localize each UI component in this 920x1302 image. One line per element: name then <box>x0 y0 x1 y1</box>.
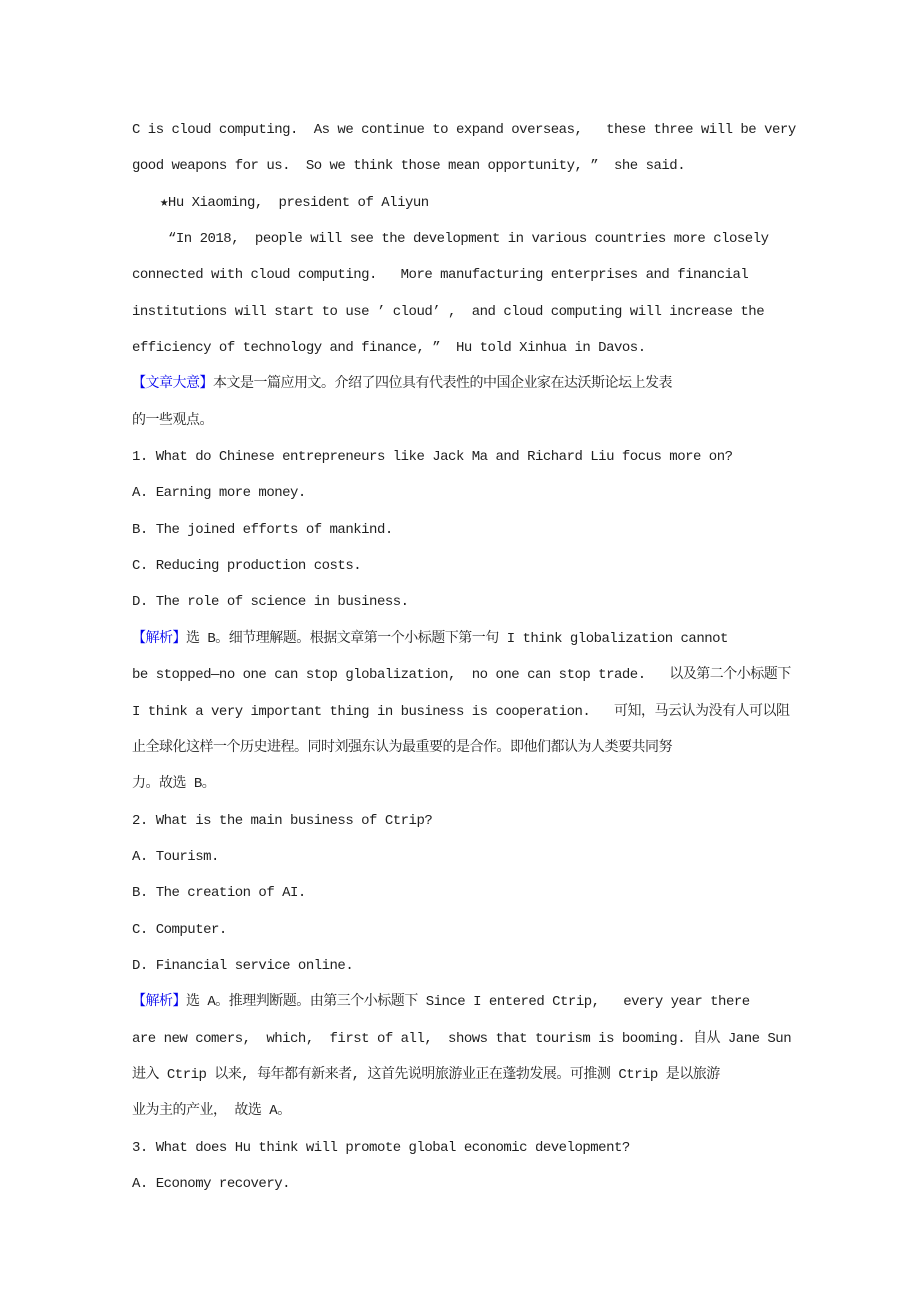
text-run: B. The creation of AI. <box>132 885 306 902</box>
text-run: A. Tourism. <box>132 848 219 865</box>
line-analysis <box>132 766 796 802</box>
line-option <box>132 584 796 620</box>
line-option <box>132 512 796 548</box>
document-page <box>132 112 796 1202</box>
text-run: 1. What do Chinese entrepreneurs like Jack Ma and Richard Liu focus more on? <box>132 449 733 466</box>
text-run: D. Financial service online. <box>132 957 354 974</box>
text-run: 选 A。推理判断题。由第三个小标题下 Since I entered Ctrip, every year there <box>186 994 750 1011</box>
line-summary <box>132 366 796 402</box>
text-run: efficiency of technology and finance, ” Hu told Xinhua in Davos. <box>132 340 646 357</box>
section-label: 【解析】 <box>132 994 186 1011</box>
text-run: 3. What does Hu think will promote global economic development? <box>132 1139 630 1156</box>
line-option <box>132 875 796 911</box>
line-option <box>132 475 796 511</box>
text-run: 力。故选 B。 <box>132 776 216 793</box>
line-body-text <box>132 330 796 366</box>
line-body-text <box>132 221 796 257</box>
line-body-text <box>132 112 796 148</box>
text-run: institutions will start to use ’ cloud’ , and cloud computing will increase the <box>132 303 765 320</box>
text-run: 进入 Ctrip 以来, 每年都有新来者, 这首先说明旅游业正在蓬勃发展。可推测 Ctrip 是以旅游 <box>132 1066 720 1083</box>
text-run: be stopped—no one can stop globalization, no one can stop trade. 以及第二个小标题下 <box>132 667 791 684</box>
text-run: C. Computer. <box>132 921 227 938</box>
line-body-text <box>132 148 796 184</box>
line-option <box>132 1166 796 1202</box>
line-body-text <box>132 257 796 293</box>
line-body-text <box>132 294 796 330</box>
line-analysis <box>132 984 796 1020</box>
text-run: are new comers, which, first of all, shows that tourism is booming. 自从 Jane Sun <box>132 1030 792 1047</box>
text-run: connected with cloud computing. More manufacturing enterprises and financial <box>132 267 749 284</box>
text-run: “In 2018, people will see the development in various countries more closely <box>168 231 769 248</box>
text-run: good weapons for us. So we think those mean opportunity, ” she said. <box>132 158 686 175</box>
text-run: C. Reducing production costs. <box>132 558 362 575</box>
line-option <box>132 912 796 948</box>
line-analysis <box>132 1021 796 1057</box>
line-analysis <box>132 694 796 730</box>
text-run: 的一些观点。 <box>132 412 213 429</box>
line-analysis <box>132 657 796 693</box>
line-option <box>132 839 796 875</box>
line-analysis <box>132 621 796 657</box>
text-run: 业为主的产业， 故选 A。 <box>132 1103 291 1120</box>
text-run: A. Earning more money. <box>132 485 306 502</box>
text-run: D. The role of science in business. <box>132 594 409 611</box>
line-summary <box>132 403 796 439</box>
text-run: 止全球化这样一个历史进程。同时刘强东认为最重要的是合作。即他们都认为人类要共同努 <box>132 739 672 756</box>
line-question <box>132 1130 796 1166</box>
text-run: 2. What is the main business of Ctrip? <box>132 812 433 829</box>
line-question <box>132 803 796 839</box>
line-option <box>132 548 796 584</box>
line-question <box>132 439 796 475</box>
text-run: 选 B。细节理解题。根据文章第一个小标题下第一句 I think globalization cannot <box>186 630 728 647</box>
line-analysis <box>132 730 796 766</box>
line-option <box>132 948 796 984</box>
text-run: I think a very important thing in business is cooperation. 可知，马云认为没有人可以阻 <box>132 703 790 720</box>
text-run: 本文是一篇应用文。介绍了四位具有代表性的中国企业家在达沃斯论坛上发表 <box>213 376 672 393</box>
section-label: 【解析】 <box>132 630 186 647</box>
text-run: A. Economy recovery. <box>132 1175 291 1192</box>
line-speaker-heading <box>132 185 796 221</box>
section-label: 【文章大意】 <box>132 376 213 393</box>
line-analysis <box>132 1093 796 1129</box>
text-run: B. The joined efforts of mankind. <box>132 521 393 538</box>
text-run: C is cloud computing. As we continue to expand overseas, these three will be very <box>132 122 796 138</box>
text-run: ★Hu Xiaoming, president of Aliyun <box>160 194 429 211</box>
line-analysis <box>132 1057 796 1093</box>
